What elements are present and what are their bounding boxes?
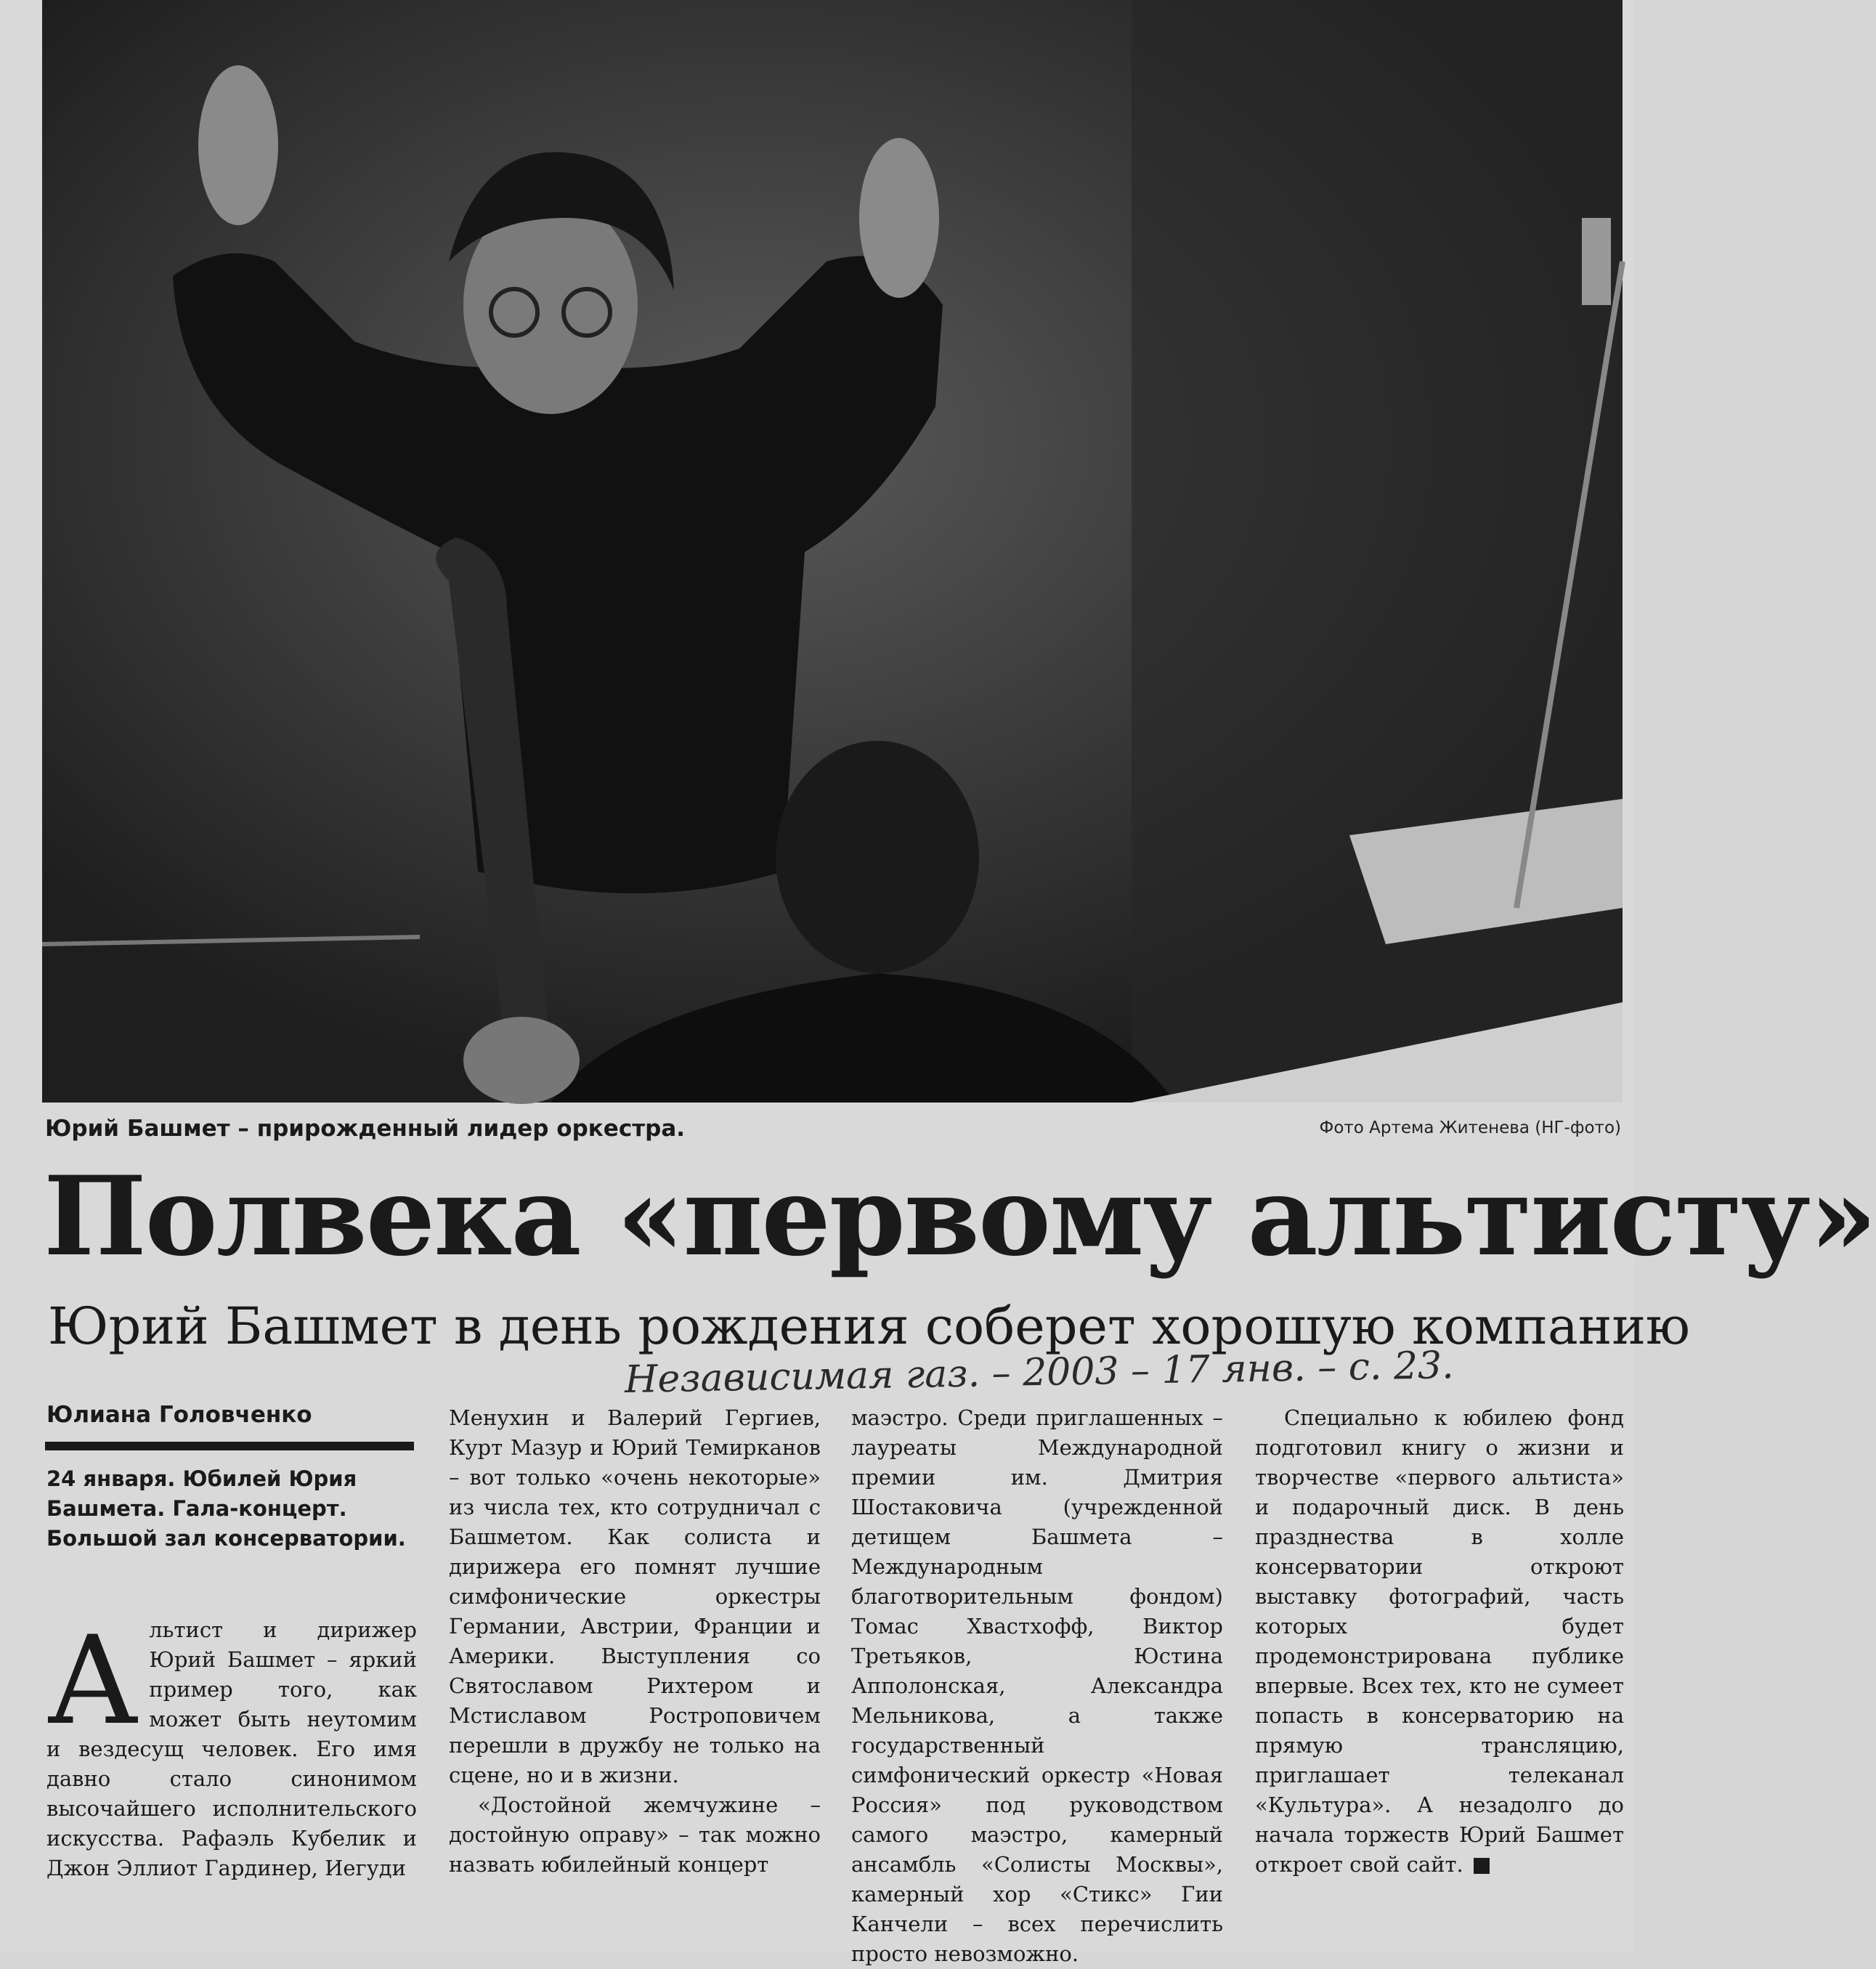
photo-credit: Фото Артема Житенева (НГ-фото)	[1319, 1119, 1621, 1137]
byline-rule	[45, 1442, 414, 1450]
article-column-4	[1255, 1403, 1624, 1880]
column-4-text: Специально к юбилею фонд подготовил книгу о жизни и творчестве «первого альтиста» и подарочный диск. В день празднества в холле консерватории откроют выставку фотографий, часть которых будет продемонстрирована публике впервые. Всех тех, кто не сумеет попасть в консерваторию на прямую трансляцию, приглашает телеканал «Культура». А незадолго до начала торжеств Юрий Башмет откроет свой сайт.	[1255, 1405, 1624, 1877]
subheadline: Юрий Башмет в день рождения соберет хорошую компанию	[48, 1296, 1690, 1356]
article-column-3	[851, 1403, 1223, 1969]
handwritten-note: Независимая газ. – 2003 – 17 янв. – с. 23.	[624, 1344, 1455, 1402]
article-column-1	[46, 1609, 417, 1883]
photo-caption: Юрий Башмет – прирожденный лидер оркестра.	[45, 1116, 686, 1142]
column-2-paragraph-1: Менухин и Валерий Гергиев, Курт Мазур и Юрий Темирканов – вот только «очень некоторые» из числа тех, кто сотрудничал с Башметом. Как солиста и дирижера его помнят лучшие симфонические оркестры Германии, Австрии, Франции и Америки. Выступления со Святославом Рихтером и Мстиславом Ростроповичем перешли в дружбу не только на сцене, но и в жизни.	[449, 1405, 821, 1787]
author-byline: Юлиана Головченко	[46, 1402, 312, 1428]
article-column-2	[449, 1403, 821, 1880]
event-info: 24 января. Юбилей Юрия Башмета. Гала-концерт. Большой зал консерватории.	[46, 1466, 406, 1551]
end-of-article-mark	[1474, 1858, 1490, 1874]
dropcap: А	[46, 1609, 139, 1752]
column-2-paragraph-2: «Достойной жемчужине – достойную оправу» – так можно назвать юбилейный концерт	[449, 1793, 821, 1877]
headline: Полвека «первому альтисту»	[44, 1153, 1876, 1280]
column-3-paragraph-1: маэстро. Среди приглашенных – лауреаты Международной премии им. Дмитрия Шостаковича (учрежденной детищем Башмета – Международным благотворительным фондом) Томас Хвастхофф, Виктор Третьяков, Юстина Апполонская, Александра Мельникова, а также государственный симфонический оркестр «Новая Россия» под руководством самого маэстро, камерный ансамбль «Солисты Москвы», камерный хор «Стикс» Гии Канчели – всех перечислить просто невозможно.	[851, 1405, 1223, 1966]
photo-illustration	[42, 0, 1623, 1103]
column-1-text: льтист и дирижер Юрий Башмет – яркий пример того, как может быть неутомим и вездесущ человек. Его имя давно стало синонимом высочайшего исполнительского искусства. Рафаэль Кубелик и Джон Эллиот Гардинер, Иегуди	[46, 1617, 417, 1880]
conductor-photo	[42, 0, 1623, 1103]
column-4-paragraph-1	[1255, 1403, 1624, 1880]
